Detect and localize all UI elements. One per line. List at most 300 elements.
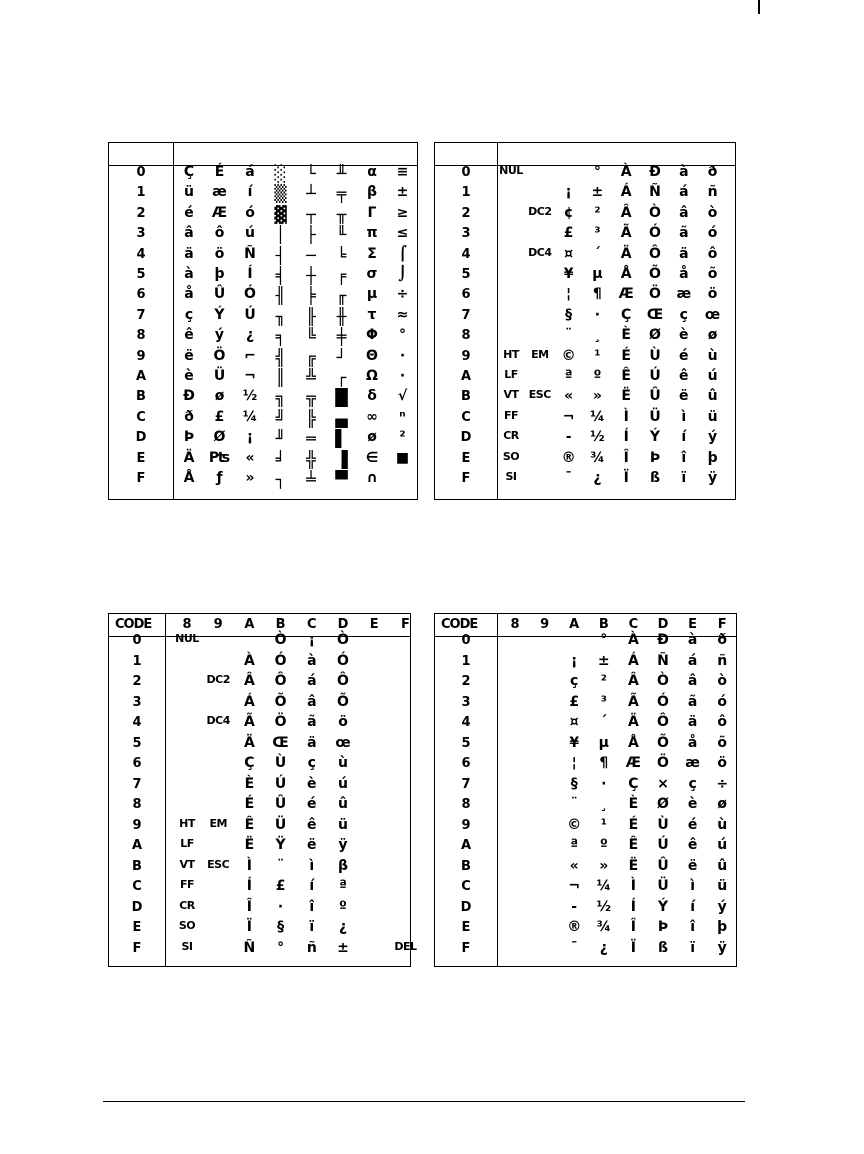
character-cell: ª xyxy=(564,368,573,384)
column-header-9: 9 xyxy=(213,617,223,632)
character-cell: Ç xyxy=(183,164,195,180)
character-cell: ² xyxy=(600,673,607,689)
character-cell: ╢ xyxy=(275,286,286,306)
character-cell: Ç xyxy=(244,755,255,771)
character-cell: Û xyxy=(657,857,669,874)
code-column-label: CODE xyxy=(115,617,152,632)
character-cell: Ý xyxy=(657,898,669,915)
control-code-cell: VT xyxy=(503,388,519,402)
character-cell: Ò xyxy=(649,204,661,221)
control-code-cell: DC4 xyxy=(528,245,552,259)
character-cell: â xyxy=(679,204,689,221)
character-cell: ø xyxy=(707,327,718,344)
row-code-label: A xyxy=(135,369,147,384)
character-cell: ≡ xyxy=(396,164,409,180)
character-cell: ê xyxy=(679,368,689,384)
character-cell: σ xyxy=(366,266,378,282)
character-cell: µ xyxy=(592,266,603,282)
row-code-label: 0 xyxy=(461,165,471,180)
character-cell: Ó xyxy=(337,652,349,669)
character-cell: ô xyxy=(717,714,727,730)
character-cell: Ô xyxy=(337,673,349,689)
character-cell: Ï xyxy=(623,470,629,486)
row-code-label: 3 xyxy=(461,694,471,710)
control-code-cell: HT xyxy=(503,347,519,361)
character-cell: Ð xyxy=(183,388,195,405)
character-cell: √ xyxy=(397,388,408,405)
character-cell: Ó xyxy=(657,693,669,710)
character-cell: ▐ xyxy=(335,449,348,469)
character-cell: ╠ xyxy=(306,408,316,428)
character-cell: µ xyxy=(598,734,609,751)
character-cell: é xyxy=(687,816,698,833)
character-cell: ð xyxy=(184,408,194,425)
character-cell: β xyxy=(337,857,349,874)
row-code-label: 5 xyxy=(461,735,471,751)
row-code-label: 3 xyxy=(136,226,146,242)
character-cell: û xyxy=(338,796,348,812)
row-code-label: 5 xyxy=(136,267,146,282)
character-cell: Í xyxy=(623,429,629,446)
character-cell: Î xyxy=(630,919,636,935)
character-cell: é xyxy=(679,347,689,364)
character-cell: ¬ xyxy=(568,878,581,894)
character-cell: ¨ xyxy=(277,857,285,874)
character-cell: Ó xyxy=(244,286,256,303)
character-cell: ⁿ xyxy=(399,408,406,425)
character-cell: Á xyxy=(620,184,632,201)
character-cell: ó xyxy=(707,225,718,242)
character-cell: Ö xyxy=(657,755,669,771)
character-cell: ä xyxy=(184,245,194,262)
character-cell: ▀ xyxy=(335,470,348,489)
control-code-cell: FF xyxy=(503,408,519,422)
character-cell: õ xyxy=(717,734,727,751)
character-cell: Â xyxy=(620,204,632,221)
row-code-label: B xyxy=(136,389,146,405)
control-code-cell: FF xyxy=(179,878,195,891)
character-cell: ç xyxy=(307,755,316,771)
character-cell: ï xyxy=(309,919,315,935)
character-cell: ╧ xyxy=(306,470,316,489)
character-cell: Ð xyxy=(657,632,669,648)
character-cell: Ú xyxy=(274,775,287,792)
row-code-label: 5 xyxy=(132,735,142,751)
character-cell: ú xyxy=(338,775,348,792)
character-cell: ú xyxy=(717,837,728,853)
row-code-label: 4 xyxy=(461,246,471,262)
character-cell: Ì xyxy=(630,878,636,894)
row-code-label: 2 xyxy=(132,674,142,689)
row-code-label: E xyxy=(461,450,471,466)
character-cell: ¡ xyxy=(246,429,254,446)
row-code-label: A xyxy=(131,838,143,853)
character-cell: ╒ xyxy=(336,266,347,285)
character-cell: ÿ xyxy=(338,837,348,853)
character-cell: Ô xyxy=(274,673,287,689)
character-cell: Γ xyxy=(367,204,377,221)
character-cell: ù xyxy=(338,755,348,771)
control-code-cell: DC4 xyxy=(206,714,230,727)
character-cell: ¡ xyxy=(565,184,572,201)
character-cell: ┤ xyxy=(275,245,286,265)
character-cell: ╔ xyxy=(306,347,316,367)
character-cell: ¦ xyxy=(571,755,577,771)
character-cell: Ä xyxy=(620,245,632,262)
character-cell: í xyxy=(681,429,687,446)
character-cell: § xyxy=(565,306,573,323)
character-cell: ã xyxy=(307,714,317,730)
character-cell: ° xyxy=(593,164,601,180)
row-code-label: 4 xyxy=(132,715,142,730)
character-cell: Þ xyxy=(649,449,661,466)
character-cell: Ë xyxy=(628,857,639,874)
character-cell: ─ xyxy=(306,245,316,265)
row-code-label: 9 xyxy=(132,817,142,833)
character-cell: è xyxy=(687,796,698,812)
character-cell: ö xyxy=(214,245,225,262)
row-code-label: 1 xyxy=(132,653,142,669)
row-code-label: E xyxy=(136,450,146,466)
character-cell: ¤ xyxy=(564,245,574,262)
character-cell: δ xyxy=(367,388,377,405)
character-cell: ö xyxy=(338,714,348,730)
control-code-cell: SI xyxy=(181,939,193,953)
character-cell: Ç xyxy=(621,306,632,323)
character-cell: ¸ xyxy=(600,796,608,812)
character-cell: ¥ xyxy=(563,266,574,282)
character-cell: ³ xyxy=(600,693,607,710)
row-code-label: 7 xyxy=(136,307,146,323)
character-cell: Â xyxy=(243,673,255,689)
character-cell: ¯ xyxy=(565,470,573,486)
character-cell: ± xyxy=(396,184,409,201)
row-code-label: 3 xyxy=(461,226,471,242)
character-cell: Ä xyxy=(183,449,195,466)
character-cell: Ì xyxy=(246,857,252,874)
character-cell: © xyxy=(567,816,582,833)
character-cell: ┴ xyxy=(306,184,316,204)
character-cell: ¹ xyxy=(600,816,607,833)
character-cell: ç xyxy=(688,775,697,792)
character-cell: ð xyxy=(707,164,718,180)
character-cell: â xyxy=(307,693,317,710)
character-cell: Φ xyxy=(366,327,378,344)
character-cell: ä xyxy=(687,714,698,730)
character-cell: ü xyxy=(184,184,194,201)
control-code-cell: EM xyxy=(209,816,227,830)
character-cell: þ xyxy=(214,266,225,282)
character-cell: ñ xyxy=(306,939,317,956)
character-cell: ç xyxy=(679,306,688,323)
character-cell: ¸ xyxy=(593,327,601,344)
character-cell: Ü xyxy=(649,408,661,425)
column-header-8: 8 xyxy=(182,617,192,632)
character-cell: â xyxy=(184,225,194,242)
character-cell: Þ xyxy=(657,919,669,935)
page-corner-mark xyxy=(758,0,760,14)
character-cell: Æ xyxy=(618,286,634,303)
character-cell: Û xyxy=(649,388,661,405)
character-cell: ¼ xyxy=(242,408,258,425)
character-cell: ╦ xyxy=(306,388,316,408)
character-cell: ┬ xyxy=(306,204,316,224)
table-header-row xyxy=(109,143,417,166)
character-cell: ò xyxy=(717,673,727,689)
character-cell: Í xyxy=(246,878,252,894)
character-cell: ∞ xyxy=(366,408,378,425)
character-cell: Á xyxy=(627,652,639,669)
character-cell: û xyxy=(717,857,728,874)
character-cell: £ xyxy=(275,878,286,894)
character-cell: ã xyxy=(687,693,698,710)
character-cell: ú xyxy=(245,225,255,242)
column-header-8: 8 xyxy=(510,617,520,632)
character-cell: Õ xyxy=(337,693,349,710)
character-cell: ½ xyxy=(596,898,612,915)
character-cell: Ñ xyxy=(649,184,661,201)
character-cell: π xyxy=(366,225,378,242)
control-code-cell: SO xyxy=(502,449,520,463)
character-cell: ° xyxy=(600,632,608,648)
control-code-cell: VT xyxy=(179,857,195,871)
character-cell: ¨ xyxy=(570,796,578,812)
character-cell: ╙ xyxy=(336,225,347,245)
character-cell: Ö xyxy=(649,286,661,303)
column-header-c: C xyxy=(307,617,317,632)
column-header-b: B xyxy=(275,617,286,632)
character-cell: ä xyxy=(307,734,317,751)
character-cell: í xyxy=(690,898,695,915)
character-cell: β xyxy=(366,184,378,201)
character-cell: ß xyxy=(657,939,669,956)
character-cell: é xyxy=(307,796,317,812)
character-cell: ê xyxy=(307,816,317,833)
character-cell: ░ xyxy=(274,164,287,183)
character-cell: î xyxy=(309,898,315,915)
character-cell: ± xyxy=(337,939,349,956)
character-cell: ì xyxy=(681,408,687,425)
row-code-label: D xyxy=(135,430,147,446)
character-cell: ╓ xyxy=(336,286,347,306)
character-cell: ∩ xyxy=(366,470,378,486)
character-cell: « xyxy=(569,857,579,874)
row-code-label: E xyxy=(461,920,471,935)
character-cell: · xyxy=(277,898,284,915)
character-cell: ó xyxy=(245,204,255,221)
character-cell: Ê xyxy=(628,837,639,853)
character-cell: à xyxy=(184,266,194,282)
character-cell: Ì xyxy=(623,408,629,425)
character-cell: à xyxy=(679,164,689,180)
character-cell: È xyxy=(628,796,639,812)
code-column-divider xyxy=(165,614,166,966)
row-code-label: 0 xyxy=(461,633,471,648)
character-cell: å xyxy=(184,286,194,303)
character-cell: ╚ xyxy=(306,327,316,347)
control-code-cell: CR xyxy=(503,429,519,443)
column-header-f: F xyxy=(717,617,727,632)
control-code-cell: HT xyxy=(179,816,195,830)
character-cell: Õ xyxy=(274,693,287,710)
footer-rule xyxy=(103,1101,745,1102)
row-code-label: B xyxy=(461,858,471,874)
character-cell: Ü xyxy=(274,816,287,833)
row-code-label: D xyxy=(131,899,143,915)
character-cell: Ø xyxy=(657,796,669,812)
character-cell: - xyxy=(565,429,572,446)
character-cell: û xyxy=(707,388,718,405)
character-cell: ╪ xyxy=(336,327,347,347)
character-cell: ¾ xyxy=(590,449,605,466)
character-cell: ò xyxy=(707,204,718,221)
character-cell: Ñ xyxy=(657,652,669,669)
character-cell: ¢ xyxy=(563,204,574,221)
row-code-label: 6 xyxy=(132,756,142,771)
character-cell: Ý xyxy=(214,306,225,323)
control-code-cell: DC2 xyxy=(528,204,552,218)
character-cell: Ù xyxy=(649,347,661,364)
character-cell: Œ xyxy=(646,306,664,323)
character-cell: Ñ xyxy=(244,245,256,262)
character-cell: ╫ xyxy=(336,306,347,326)
row-code-label: F xyxy=(136,471,146,486)
row-code-label: 1 xyxy=(461,653,471,669)
character-cell: × xyxy=(657,775,669,792)
character-cell: ¹ xyxy=(594,347,601,364)
character-cell: ÿ xyxy=(717,939,727,956)
character-cell: ö xyxy=(717,755,727,771)
character-cell: ╨ xyxy=(336,164,347,183)
character-cell: ⌡ xyxy=(398,266,407,282)
character-cell: ╛ xyxy=(275,449,286,469)
character-cell: ´ xyxy=(600,714,608,730)
character-cell: ë xyxy=(687,857,698,874)
character-cell: ¿ xyxy=(245,327,255,344)
character-cell: Ç xyxy=(628,775,639,792)
character-cell: ® xyxy=(561,449,576,466)
character-cell: ₧ xyxy=(208,449,231,466)
character-cell: ó xyxy=(717,693,727,710)
table-header-row xyxy=(435,143,735,166)
character-cell: ð xyxy=(717,632,727,648)
character-cell: Ø xyxy=(213,429,226,446)
row-code-label: 7 xyxy=(461,776,471,792)
row-code-label: 4 xyxy=(136,246,146,262)
row-code-label: D xyxy=(460,430,472,446)
character-cell: ╥ xyxy=(336,204,347,224)
character-cell: « xyxy=(564,388,574,405)
character-cell: è xyxy=(679,327,689,344)
character-cell: ¼ xyxy=(590,408,605,425)
character-cell: ÿ xyxy=(708,470,718,486)
character-cell: α xyxy=(367,164,377,180)
column-header-b: B xyxy=(598,617,609,632)
character-cell: É xyxy=(621,347,631,364)
row-code-label: 0 xyxy=(132,633,142,648)
character-cell: ù xyxy=(707,347,718,364)
character-cell: ë xyxy=(184,347,194,364)
character-cell: Ö xyxy=(213,347,226,364)
character-cell: ô xyxy=(214,225,225,242)
character-cell: § xyxy=(570,775,578,792)
character-cell: ¶ xyxy=(599,755,609,771)
row-code-label: C xyxy=(461,409,471,425)
control-code-cell: EM xyxy=(531,347,549,361)
character-cell: Ü xyxy=(657,878,669,894)
code-table-top-right xyxy=(434,142,736,500)
character-cell: Ã xyxy=(243,714,255,730)
row-code-label: 9 xyxy=(136,348,146,364)
character-cell: ╖ xyxy=(275,306,286,326)
column-header-c: C xyxy=(628,617,639,632)
row-code-label: 5 xyxy=(461,267,471,282)
character-cell: ╩ xyxy=(306,368,316,387)
row-code-label: 2 xyxy=(461,674,471,689)
character-cell: Ã xyxy=(620,225,632,242)
character-cell: í xyxy=(247,184,253,201)
character-cell: Ð xyxy=(649,164,661,180)
character-cell: ú xyxy=(707,368,718,384)
character-cell: £ xyxy=(563,225,574,242)
row-code-label: 2 xyxy=(136,205,146,221)
character-cell: Ú xyxy=(657,837,669,853)
character-cell: Ë xyxy=(621,388,631,405)
character-cell: █ xyxy=(335,388,348,408)
character-cell: ▒ xyxy=(274,184,287,204)
character-cell: ý xyxy=(708,429,718,446)
character-cell: Û xyxy=(213,286,226,303)
row-code-label: C xyxy=(136,409,146,425)
character-cell: Ù xyxy=(274,755,287,771)
character-cell: ß xyxy=(649,470,661,486)
character-cell: ñ xyxy=(707,184,718,201)
character-cell: Í xyxy=(630,898,636,915)
control-code-cell: SO xyxy=(178,919,196,932)
character-cell: À xyxy=(243,652,255,669)
character-cell: ■ xyxy=(395,449,410,466)
row-code-label: F xyxy=(461,940,471,956)
character-cell: Â xyxy=(627,673,639,689)
character-cell: î xyxy=(681,449,687,466)
character-cell: è xyxy=(307,775,317,792)
character-cell: ø xyxy=(717,796,727,812)
control-code-cell: ESC xyxy=(207,857,230,871)
character-cell: æ xyxy=(212,184,227,201)
character-cell: ç xyxy=(184,306,194,323)
character-cell: È xyxy=(621,327,631,344)
character-cell: Æ xyxy=(211,204,228,221)
character-cell: ▌ xyxy=(335,429,348,449)
row-code-label: F xyxy=(132,940,142,956)
character-cell: Ê xyxy=(621,368,631,384)
character-cell: º xyxy=(593,368,602,384)
character-cell: æ xyxy=(676,286,692,303)
control-code-cell: CR xyxy=(179,898,195,912)
control-code-cell: NUL xyxy=(175,632,199,645)
character-cell: ╡ xyxy=(275,266,286,285)
character-cell: ∙ xyxy=(399,347,406,364)
character-cell: À xyxy=(627,632,639,648)
character-cell: ë xyxy=(679,388,689,405)
row-code-label: B xyxy=(132,858,142,874)
character-cell: Ý xyxy=(649,429,661,446)
character-cell: ¾ xyxy=(596,919,612,935)
row-code-label: 9 xyxy=(461,817,471,833)
character-cell: ½ xyxy=(242,388,258,405)
column-header-d: D xyxy=(337,617,349,632)
character-cell: § xyxy=(277,919,285,935)
